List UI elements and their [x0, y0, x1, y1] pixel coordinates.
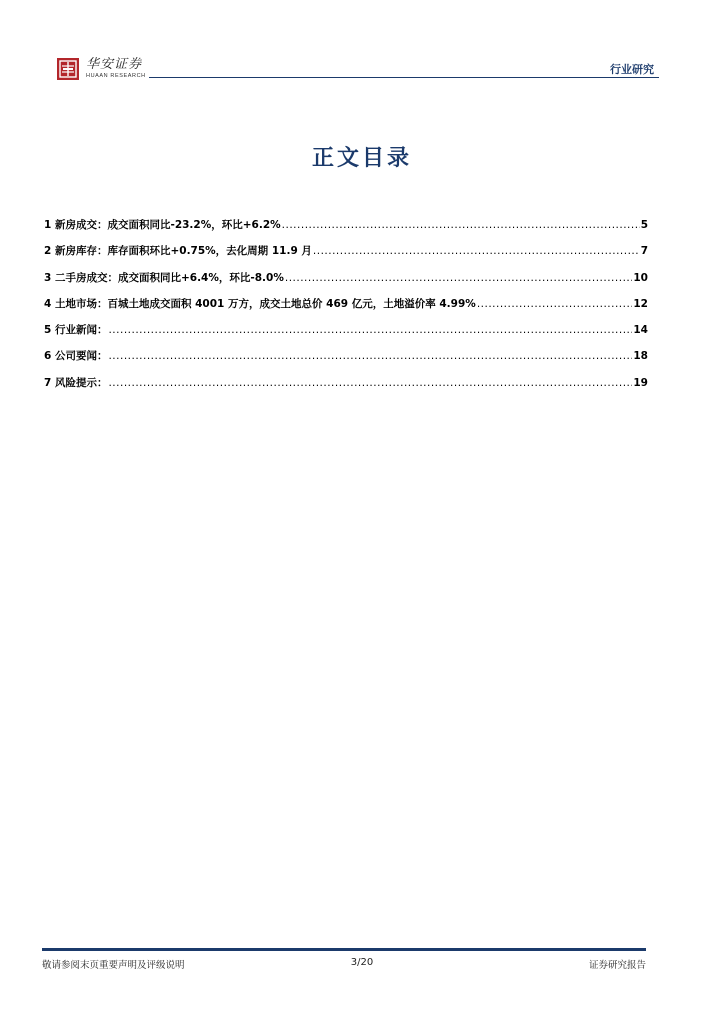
- page-header: [57, 58, 659, 88]
- toc-entry-text: 3 二手房成交：成交面积同比+6.4%，环比-8.0%: [44, 271, 284, 284]
- toc-page-number: 10: [633, 271, 648, 284]
- toc-leader-dots: [285, 272, 633, 284]
- toc-entry[interactable]: [44, 270, 648, 296]
- report-category: 行业研究: [610, 63, 654, 76]
- toc-leader-dots: [108, 324, 632, 336]
- toc-page-number: 7: [640, 245, 648, 258]
- toc-page-number: 12: [633, 297, 648, 310]
- toc-entry[interactable]: [44, 375, 648, 401]
- toc-entry-text: 5 行业新闻：: [44, 324, 108, 337]
- logo-english-name: HUAAN RESEARCH: [86, 73, 146, 79]
- toc-page-number: 18: [633, 350, 648, 363]
- toc-leader-dots: [108, 377, 632, 389]
- toc-entry[interactable]: [44, 217, 648, 243]
- toc-leader-dots: [108, 350, 632, 362]
- toc-leader-dots: [477, 298, 633, 310]
- header-divider: [149, 77, 659, 78]
- toc-page-number: 19: [633, 376, 648, 389]
- toc-entry-text: 1 新房成交：成交面积同比-23.2%，环比+6.2%: [44, 219, 281, 231]
- toc-page-number: 5: [640, 219, 648, 231]
- logo-seal-icon: [57, 58, 79, 80]
- page-title: 正文目录: [311, 146, 412, 171]
- footer-disclaimer: 敬请参阅末页重要声明及评级说明: [42, 960, 185, 971]
- toc-entry[interactable]: [44, 296, 648, 322]
- table-of-contents: [44, 217, 648, 401]
- toc-entry[interactable]: [44, 348, 648, 374]
- logo-chinese-name: 华安证券: [86, 57, 143, 72]
- company-logo: [57, 58, 146, 80]
- toc-leader-dots: [282, 219, 640, 231]
- footer-divider: [42, 948, 646, 951]
- toc-entry-text: 6 公司要闻：: [44, 350, 108, 363]
- toc-leader-dots: [313, 245, 640, 257]
- toc-entry[interactable]: [44, 322, 648, 348]
- footer-page-number: 3/20: [350, 957, 374, 968]
- toc-entry[interactable]: [44, 243, 648, 269]
- toc-entry-text: 4 土地市场：百城土地成交面积 4001 万方，成交土地总价 469 亿元，土地溢价率 4.99%: [44, 297, 476, 310]
- toc-entry-text: 7 风险提示：: [44, 376, 108, 389]
- footer-report-type: 证券研究报告: [588, 960, 646, 971]
- toc-page-number: 14: [633, 324, 648, 337]
- toc-entry-text: 2 新房库存：库存面积环比+0.75%，去化周期 11.9 月: [44, 245, 312, 258]
